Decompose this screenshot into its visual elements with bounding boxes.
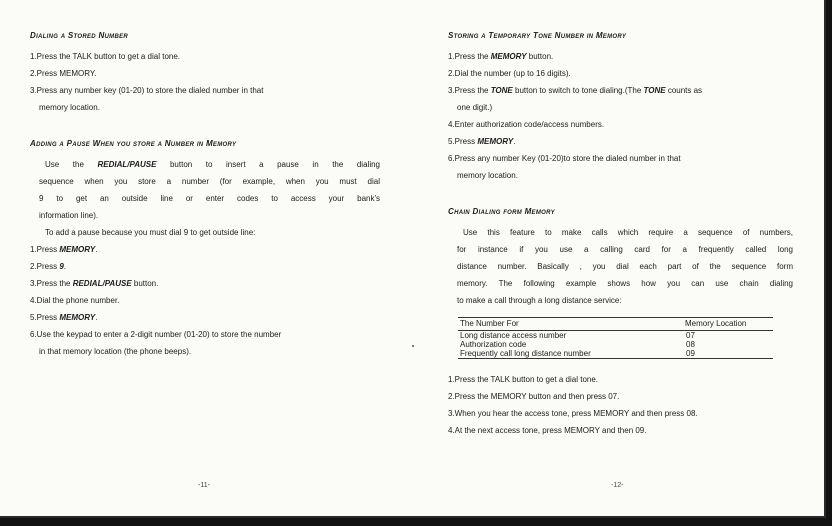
paragraph-line: Use the REDIAL/PAUSE button to insert a pause in the dialing <box>45 160 380 169</box>
page-number-right: -12- <box>611 482 624 489</box>
paragraph-line: Use this feature to make calls which require a sequence of numbers, <box>463 228 793 237</box>
page-number-left: -11- <box>198 482 210 489</box>
step-line: 4.Enter authorization code/access numbers. <box>448 120 605 129</box>
step-line: 2.Dial the number (up to 16 digits). <box>448 69 571 78</box>
step-line: 1.Press the TALK button to get a dial tone. <box>448 375 599 384</box>
right-page <box>448 22 793 439</box>
heading-chain-dialing: Chain Dialing form Memory <box>448 207 555 216</box>
table-row <box>458 340 773 349</box>
memory-location-table <box>458 317 773 359</box>
table-header-row <box>458 318 773 331</box>
table-header: Memory Location <box>678 318 773 331</box>
step-line: 2.Press 9. <box>30 262 67 271</box>
step-line: 6.Press any number Key (01-20)to store the dialed number in that <box>448 154 681 163</box>
step-line: memory location. <box>39 103 100 112</box>
speck <box>412 345 414 347</box>
table-cell: Long distance access number <box>460 331 567 340</box>
paragraph-line: memory. The following example shows how you can use chain dialing <box>457 279 793 288</box>
step-line: 1.Press the TALK button to get a dial tone. <box>30 52 181 61</box>
paragraph-line: to make a call through a long distance service: <box>457 296 622 305</box>
table-cell: 09 <box>678 349 773 359</box>
step-line: 5.Press MEMORY. <box>448 137 516 146</box>
table-header: The Number For <box>458 318 678 331</box>
table-cell: Frequently call long distance number <box>458 349 678 359</box>
heading-storing-temporary-tone: Storing a Temporary Tone Number in Memory <box>448 31 627 40</box>
step-line: 1.Press MEMORY. <box>30 245 98 254</box>
table-row <box>458 331 773 341</box>
step-line: 6.Use the keypad to enter a 2-digit number (01-20) to store the number <box>30 330 282 339</box>
step-line: 2.Press the MEMORY button and then press 07. <box>448 392 620 401</box>
paragraph-line: 9 to get an outside line or enter codes to access your bank's <box>39 194 380 203</box>
table-cell: 07 <box>686 331 695 340</box>
step-line: 1.Press the MEMORY button. <box>448 52 554 61</box>
step-line: 3.When you hear the access tone, press MEMORY and then press 08. <box>448 409 698 418</box>
step-line: 3.Press any number key (01-20) to store the dialed number in that <box>30 86 264 95</box>
bold-term: REDIAL/PAUSE <box>97 160 157 169</box>
step-line: 3.Press the REDIAL/PAUSE button. <box>30 279 159 288</box>
step-line: memory location. <box>457 171 518 180</box>
heading-dialing-stored-number: Dialing a Stored Number <box>30 31 129 40</box>
heading-adding-pause: Adding a Pause When you store a Number in Memory <box>30 139 237 148</box>
table-row <box>458 349 773 359</box>
paragraph-line: To add a pause because you must dial 9 to get outside line: <box>45 228 256 237</box>
step-line: in that memory location (the phone beeps). <box>39 347 192 356</box>
paragraph-rest: button to insert a pause in the dialing <box>169 160 380 169</box>
paragraph-line: distance number. Basically , you dial each part of the sequence form <box>457 262 793 271</box>
step-line: 3.Press the TONE button to switch to tone dialing.(The TONE counts as <box>448 86 703 95</box>
left-page <box>30 22 380 360</box>
step-line: 4.At the next access tone, press MEMORY and then 09. <box>448 426 647 435</box>
table-cell: 08 <box>686 340 695 349</box>
step-line: 2.Press MEMORY. <box>30 69 97 78</box>
step-line: 4.Dial the phone number. <box>30 296 120 305</box>
table-cell: Authorization code <box>460 340 527 349</box>
paragraph-line: for instance if you use a calling card for a frequently called long <box>457 245 793 254</box>
step-line: one digit.) <box>457 103 493 112</box>
paragraph-line: sequence when you store a number (for example, when you must dial <box>39 177 380 186</box>
step-line: 5.Press MEMORY. <box>30 313 98 322</box>
paragraph-line: information line). <box>39 211 99 220</box>
